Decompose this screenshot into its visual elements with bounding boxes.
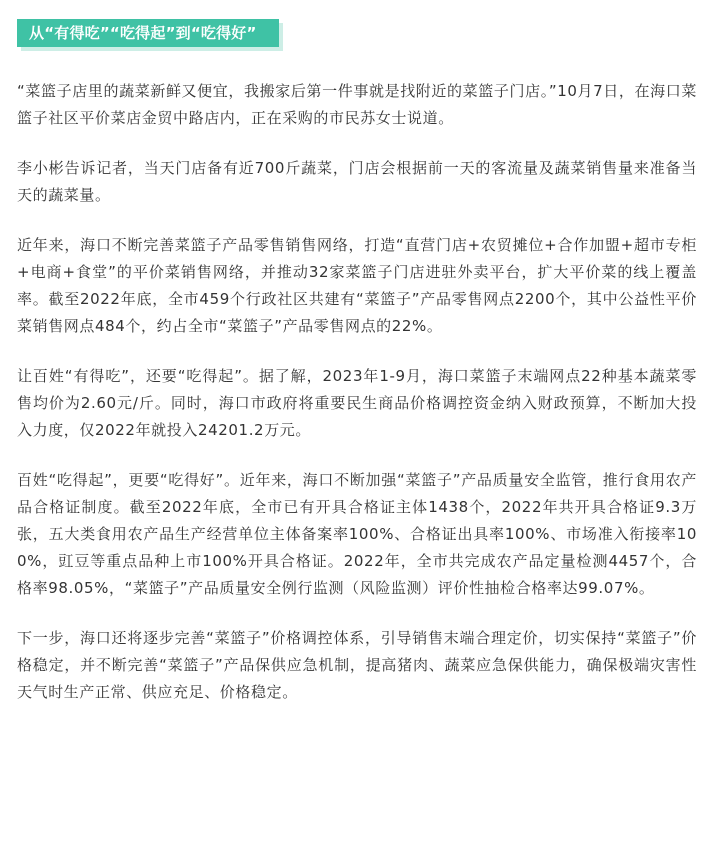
section-header bbox=[17, 19, 283, 51]
paragraph-1: “菜篮子店里的蔬菜新鲜又便宜，我搬家后第一件事就是找附近的菜篮子门店。”10月7日，在海口菜篮子社区平价菜店金贸中路店内，正在采购的市民苏女士说道。 bbox=[17, 82, 697, 127]
paragraph-6: 下一步，海口还将逐步完善“菜篮子”价格调控体系，引导销售末端合理定价，切实保持“菜篮子”价格稳定，并不断完善“菜篮子”产品保供应急机制，提高猪肉、蔬菜应急保供能力，确保极端灾害性天气时生产正常、供应充足、价格稳定。 bbox=[17, 629, 697, 701]
paragraph-2: 李小彬告诉记者，当天门店备有近700斤蔬菜，门店会根据前一天的客流量及蔬菜销售量来准备当天的蔬菜量。 bbox=[17, 159, 697, 204]
paragraph-3: 近年来，海口不断完善菜篮子产品零售销售网络，打造“直营门店+农贸摊位+合作加盟+超市专柜+电商+食堂”的平价菜销售网络，并推动32家菜篮子门店进驻外卖平台，扩大平价菜的线上覆盖率。截至2022年底，全市459个行政社区共建有“菜篮子”产品零售网点2200个，其中公益性平价菜销售网点484个，约占全市“菜篮子”产品零售网点的22%。 bbox=[17, 236, 697, 335]
paragraph-5: 百姓“吃得起”，更要“吃得好”。近年来，海口不断加强“菜篮子”产品质量安全监管，推行食用农产品合格证制度。截至2022年底，全市已有开具合格证主体1438个，2022年共开具合格证9.3万张，五大类食用农产品生产经营单位主体备案率100%、合格证出具率100%、市场准入衔接率100%，豇豆等重点品种上市100%开具合格证。2022年，全市共完成农产品定量检测4457个，合格率98.05%，“菜篮子”产品质量安全例行监测（风险监测）评价性抽检合格率达99.07%。 bbox=[17, 471, 697, 597]
paragraph-4: 让百姓“有得吃”，还要“吃得起”。据了解，2023年1-9月，海口菜篮子末端网点22种基本蔬菜零售均价为2.60元/斤。同时，海口市政府将重要民生商品价格调控资金纳入财政预算，不断加大投入力度，仅2022年就投入24201.2万元。 bbox=[17, 367, 697, 439]
section-title: 从“有得吃”“吃得起”到“吃得好” bbox=[17, 19, 279, 47]
article-body bbox=[17, 78, 697, 729]
